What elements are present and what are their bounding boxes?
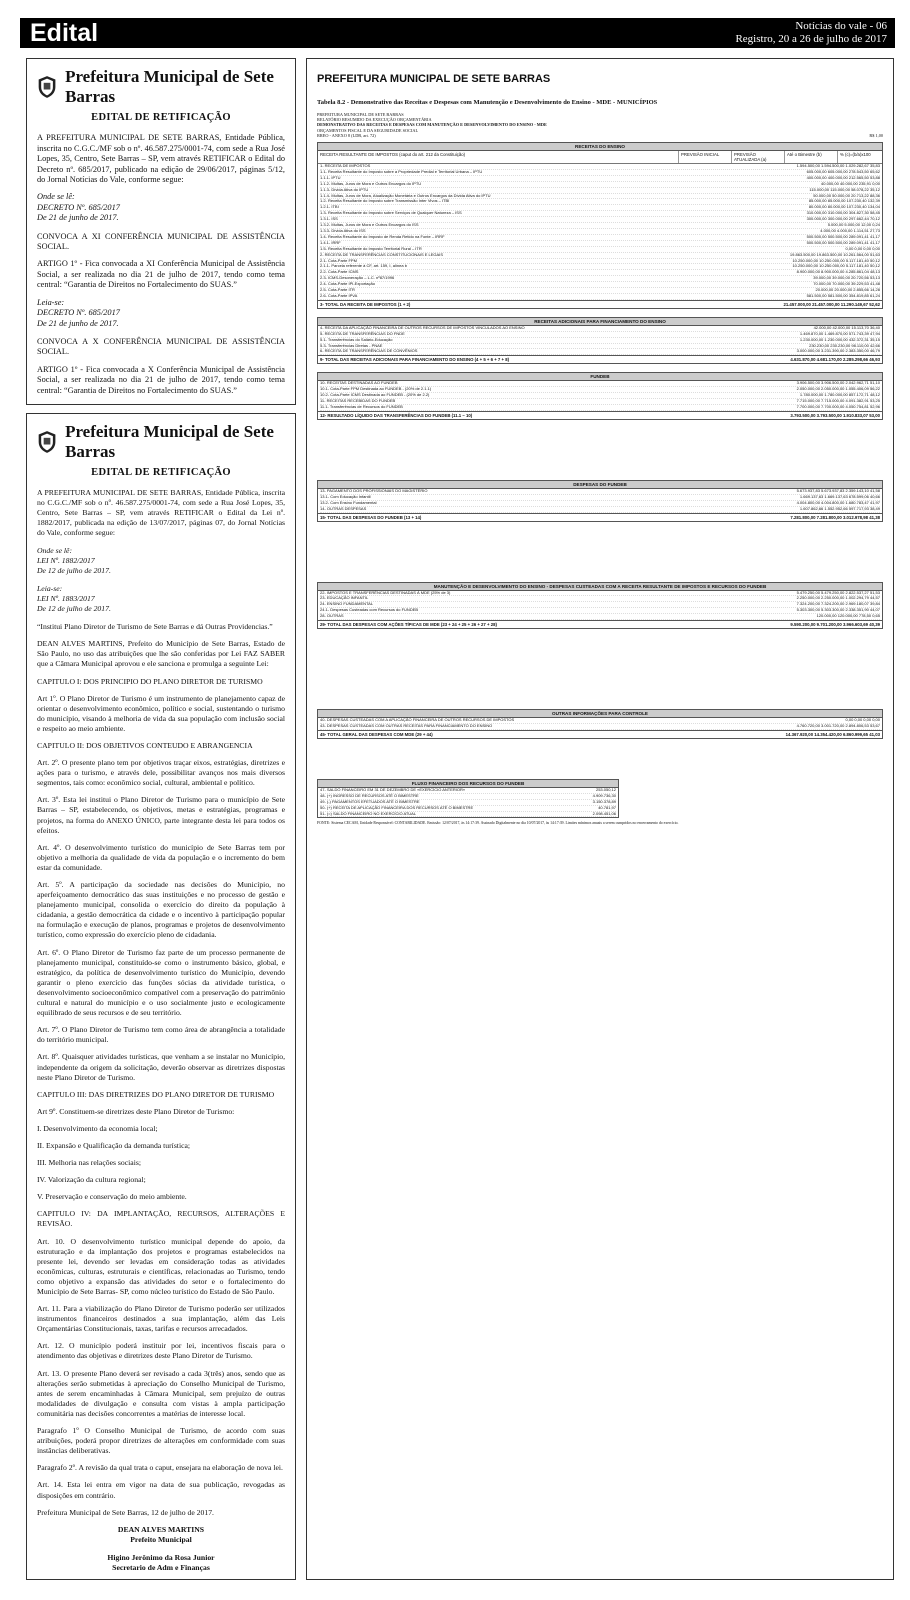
- col-header: PREVISÃO INICIAL: [679, 151, 732, 163]
- col-header: % (c)=(b/a)x100: [840, 152, 871, 158]
- signature-name: DEAN ALVES MARTINS: [117, 1524, 205, 1534]
- paragraph: A PREFEITURA MUNICIPAL DE SETE BARRAS, Entidade Pública, inscrita no C.G.C./MF sob o nº. 46.587.275/0001-74, com sede a Rua José Lopes, 35, Centro, Sete Barras – SP, vem através RETIFICAR o Edital da Lei nº. 1882/2017, publicada na edição de 13/07/2017, páginas 07, do Jornal Notícias do Vale, conforme segue:: [37, 488, 285, 538]
- signature-name: Higino Jerônimo da Rosa Junior: [107, 1552, 215, 1562]
- report-title: PREFEITURA MUNICIPAL DE SETE BARRAS: [317, 73, 551, 85]
- total-row: [318, 620, 882, 628]
- issue-date: Registro, 20 a 26 de julho de 2017: [735, 33, 887, 45]
- row-label: 2- RECEITA DE TRANSFERÊNCIAS CONSTITUCIONAIS E LEGAIS: [320, 251, 443, 257]
- paragraph: DEAN ALVES MARTINS, Prefeito do Município de Sete Barras, Estado de São Paulo, no uso das atribuições que lhe são conferidas por Lei FAZ SABER que a Câmara Municipal aprovou e ele sanciona e promulga a seguinte Lei:: [37, 639, 285, 669]
- paragraph: ARTIGO 1º - Fica convocada a XI Conferência Municipal de Assistência Social, a ser realizada no dia 21 de julho de 2017, tendo como tema central: “Garantia de Direitos no Fortalecimento do SUAS.”: [37, 259, 285, 290]
- row-label: 2.1- Cota-Parte FPM: [320, 257, 357, 263]
- row-values: 70.000,00 70.000,00 39.229,53 41,48: [813, 281, 880, 287]
- row-values: 3.150.378,89: [592, 798, 616, 804]
- signature-role: Prefeito Municipal: [130, 1534, 192, 1544]
- paragraph: [37, 403, 285, 405]
- paragraph: Art 1º. O Plano Diretor de Turismo é um instrumento de planejamento capaz de orientar o desenvolvimento econômico, político e social, sustentando o turismo do município, visando à melhoria de vida da sua população com inclusão social e respeito ao meio ambiente.: [37, 693, 285, 733]
- paragraph: IV. Valorização da cultura regional;: [37, 1175, 146, 1185]
- row-label: 2.5- Cota-Parte ITR: [320, 287, 355, 293]
- row-label: 4- RECEITA DA APLICAÇÃO FINANCEIRA DE OUTROS RECURSOS DE IMPOSTOS VINCULADOS AO ENSINO: [320, 324, 525, 330]
- row-values: 0,00 0,00 0,00 0,00: [845, 245, 880, 251]
- row-label: 47- SALDO FINANCEIRO EM 31 DE DEZEMBRO DE «EXERCÍCIO ANTERIOR»: [320, 786, 466, 792]
- row-values: 1.780.000,00 1.780.000,00 857.172,71 48,12: [799, 392, 880, 398]
- row-label: 1.1- Receita Resultante do Imposto sobre a Propriedade Predial e Territorial Urbana – IPTU: [320, 168, 483, 174]
- paragraph: V. Preservação e conservação do meio ambiente.: [37, 1192, 187, 1202]
- paragraph: Art. 2º. O presente plano tem por objetivos traçar eixos, estratégias, diretrizes e ações para o turismo, e através dele, possibilitar avanços nos mais diversos segmentos, tais como: econômico social, cultural, ambiental e político.: [37, 758, 285, 788]
- onde-ref: LEI Nº. 1882/2017: [37, 555, 95, 565]
- row-label: 10.2- Cota-Parte ICMS Destinada ao FUNDEB - (20% de 2.2): [320, 392, 430, 398]
- section-receitas-ensino: [317, 142, 883, 309]
- paragraph: “Institui Plano Diretor de Turismo de Sete Barras e dá Outras Providencias.”: [37, 622, 273, 632]
- row-values: 4.004.800,00 4.004.800,00 1.680.783,47 41,97: [796, 499, 880, 505]
- onde-date: De 21 de junho de 2017.: [37, 213, 119, 223]
- currency-label: R$ 1,00: [869, 132, 883, 138]
- row-values: 500.500,00 500.500,00 289.091,41 41,17: [806, 239, 880, 245]
- total-row: [318, 411, 882, 419]
- mde-report: [306, 58, 894, 1580]
- row-values: 7.324.200,00 7.324.200,00 2.969.180,07 39,84: [796, 601, 880, 607]
- meta-line: DEMONSTRATIVO DAS RECEITAS E DESPESAS COM MANUTENÇÃO E DESENVOLVIMENTO DO ENSINO - MDE: [317, 122, 547, 128]
- table-rows: [318, 788, 618, 818]
- table-rows: [318, 164, 882, 300]
- row-label: 22- IMPOSTOS E TRANSFERÊNCIAS DESTINADAS À MDE (25% de 3): [320, 589, 451, 595]
- edital-title: EDITAL DE RETIFICAÇÃO: [91, 467, 231, 478]
- section-title: Edital: [30, 19, 99, 47]
- total-values: 3.793.500,00 3.793.500,00 1.910.833,07 53,00: [790, 412, 880, 418]
- paragraph: III. Melhoria nas relações sociais;: [37, 1158, 141, 1168]
- table-rows: [318, 718, 882, 730]
- paragraph: CONVOCA A XI CONFERÊNCIA MUNICIPAL DE ASSISTÊNCIA SOCIAL.: [37, 231, 285, 252]
- row-label: 1.4.1- IRRF: [320, 239, 341, 245]
- paragraph: II. Expansão e Qualificação da demanda turística;: [37, 1140, 191, 1150]
- box-header: [37, 422, 285, 462]
- row-values: 2.050.000,00 2.050.000,00 1.055.406,09 56,22: [796, 386, 880, 392]
- row-values: 7.715.000,00 7.715.000,00 4.091.382,91 53,25: [796, 398, 880, 404]
- paragraph: Art. 8º. Quaisquer atividades turísticas, que venham a se instalar no Município, independente da origem da solicitação, deverão observar as diretrizes dispostas neste Plano Diretor de Turismo.: [37, 1052, 285, 1082]
- row-label: 2.2- Cota-Parte ICMS: [320, 269, 359, 275]
- row-label: 1.1.4- Multas, Juros de Mora, Atualização Monetária e Outros Encargos da Dívida Ativa do IPTU: [320, 192, 491, 198]
- edital-title: EDITAL DE RETIFICAÇÃO: [91, 112, 231, 123]
- row-values: 5.000,00 5.000,00 12,00 0,24: [827, 222, 880, 228]
- row-label: 11.1- Transferências de Recursos do FUNDEB: [320, 404, 403, 410]
- row-label: 2.1.1- Parcela referente à CF, art. 159, I, alínea b: [320, 263, 407, 269]
- total-values: 7.281.800,00 7.281.800,00 3.012.978,98 41,38: [790, 514, 880, 520]
- row-label: 1.3.2- Multas, Juros de Mora e Outros Encargos do ISS: [320, 222, 419, 228]
- row-values: 85.000,00 85.000,00 107.230,40 132,39: [808, 198, 880, 204]
- section-despesas-fundeb: [317, 480, 883, 522]
- row-values: 300.000,00 300.000,00 297.662,44 70,12: [806, 216, 880, 222]
- paragraph: Art. 3º. Esta lei institui o Plano Diretor de Turismo para o município de Sete Barras – SP, estabelecendo, os objetivos, metas e estratégias, programas e projetos, na forma do ANEXO ÚNICO, parte integrante desta lei para todos os efeitos.: [37, 795, 285, 835]
- row-values: 10.250.000,00 10.250.000,00 5.117.181,40 50,12: [792, 263, 880, 269]
- table-rows: [318, 489, 882, 513]
- onde-ref: DECRETO Nº. 685/2017: [37, 202, 120, 212]
- row-label: 14- OUTRAS DESPESAS: [320, 505, 367, 511]
- row-values: 3.906.500,00 3.906.500,00 2.042.962,71 51,10: [796, 380, 880, 386]
- paragraph: CAPITULO II: DOS OBJETIVOS CONTEUDO E ABRANGENCIA: [37, 740, 253, 750]
- meta-line: [317, 133, 883, 138]
- row-label: 1.2- Receita Resultante do Imposto sobre Transmissão Inter Vivos – ITBI: [320, 198, 450, 204]
- section-mde: [317, 582, 883, 630]
- paragraph: Art. 10. O desenvolvimento turístico municipal depende do apoio, da estruturação e da implantação dos projetos e programas estabelecidos na presente lei, devendo ser levadas em consideração todas as atividades econômicas, culturas, estruturais e científicas, relacionadas ao Turismo, tendo como objetivo a expansão das atividades do setor e o fortalecimento do Município de Sete Barras- SP, como núcleo turístico do Estado de São Paulo.: [37, 1236, 285, 1296]
- paragraph: Paragrafo 2º. A revisão da qual trata o caput, ensejara na elaboração de nova lei.: [37, 1463, 283, 1473]
- row-values: 253.050,12: [595, 786, 616, 792]
- paragraph: Art. 13. O presente Plano deverá ser revisado a cada 3(três) anos, sendo que as alterações serão submetidas à apreciação do Conselho Municipal de Turismo, antes de serem encaminhadas à Câmara Municipal, sem prejuízo de outras modalidades de divulgação e consulta com vistas à ampla participação comunitária nas decisões concorrentes a matérias de interesse local.: [37, 1368, 285, 1418]
- total-values: 21.457.000,00 21.457.000,00 11.290.149,67 52,62: [783, 301, 880, 307]
- row-label: 1.1.1- IPTU: [320, 174, 341, 180]
- annex-label: RREO - ANEXO 8 (LDB, art. 72): [317, 132, 376, 138]
- row-values: 581.500,00 581.500,00 354.819,85 61,24: [806, 292, 880, 298]
- row-values: 80.000,00 80.000,00 107.230,40 134,04: [808, 204, 880, 210]
- leia-date: De 12 de julho de 2017.: [37, 604, 111, 614]
- row-values: 40.781,97: [598, 804, 616, 810]
- total-row: [318, 355, 882, 363]
- row-label: 6- RECEITA DE TRANSFERÊNCIAS DE CONVÊNIOS: [320, 348, 418, 354]
- total-label: 9- TOTAL DAS RECEITAS ADICIONAIS PARA FINANCIAMENTO DO ENSINO (4 + 5 + 6 + 7 + 8): [320, 357, 510, 363]
- row-label: 1- RECEITA DE IMPOSTOS: [320, 163, 371, 169]
- row-values: 5.673.937,83 5.673.937,83 2.359.143,10 41,58: [796, 487, 880, 493]
- row-label: 5.3- Transferências Diretas - PNAE: [320, 342, 383, 348]
- row-values: 1.607.862,66 1.552.952,66 597.717,93 38,49: [799, 505, 880, 511]
- leia-ref: LEI Nº. 1883/2017: [37, 593, 95, 603]
- total-row: [318, 513, 882, 521]
- total-label: 15- TOTAL DAS DESPESAS DO FUNDEB (13 + 14): [320, 514, 422, 520]
- total-values: 4.631.870,00 4.681.170,00 2.285.298,66 46,93: [790, 357, 880, 363]
- total-values: 9.590.200,00 9.701.200,00 3.966.603,69 40,39: [790, 622, 880, 628]
- leia-label: Leia-se:: [37, 297, 65, 307]
- row-values: 4.760.720,00 3.001.720,00 2.894.806,53 53,67: [796, 722, 880, 728]
- row-values: 500.500,00 500.500,00 289.091,41 41,17: [806, 233, 880, 239]
- city-crest-icon: [37, 73, 57, 101]
- row-label: 1.3.3- Dívida Ativa do ISS: [320, 227, 366, 233]
- masthead: [20, 18, 895, 48]
- box-body: [27, 468, 295, 1573]
- report-footnote: FONTE: Sistema CECAM, Unidade Responsável: CONTABILIDADE. Emissão: 12/07/2017, às 14:17:39. Assinado Digitalmente no dia 10/07/2017, às 14:17:39. Limites mínimos anuais a serem cumpridos no encerramento do exercício.: [317, 821, 679, 826]
- org-name: Prefeitura Municipal de Sete Barras: [65, 422, 274, 461]
- meta-line: ORÇAMENTOS FISCAL E DA SEGURIDADE SOCIAL: [317, 127, 419, 133]
- total-label: 29- TOTAL DAS DESPESAS COM AÇÕES TÍPICAS DE MDE (23 + 24 + 25 + 26 + 27 + 28): [320, 622, 497, 628]
- row-label: 23- EDUCAÇÃO INFANTIL: [320, 595, 369, 601]
- edital-box-lei: [26, 413, 296, 1580]
- row-values: 2.098.451,06: [592, 810, 616, 816]
- table-row: [320, 812, 616, 818]
- paragraph: CAPITULO I: DOS PRINCIPIO DO PLANO DIRETOR DE TURISMO: [37, 676, 263, 686]
- meta-line: RELATÓRIO RESUMIDO DA EXECUÇÃO ORÇAMENTÁRIA: [317, 117, 432, 123]
- row-values: 39.000,00 39.000,00 20.720,56 53,13: [813, 275, 880, 281]
- paragraph: Art. 4º. O desenvolvimento turístico do município de Sete Barras tem por objetivo a melhoria da qualidade de vida da população e o incremento do bem estar da comunidade.: [37, 842, 285, 872]
- signature-role: Secretario de Adm e Finanças: [112, 1562, 210, 1572]
- row-values: 8.900.000,00 8.900.000,00 4.285.861,04 48,13: [796, 269, 880, 275]
- paragraph: A PREFEITURA MUNICIPAL DE SETE BARRAS, Entidade Pública, inscrita no C.G.C./MF sob o nº. 46.587.275/0001-74, com sede a Rua José Lopes, 35, Centro, Sete Barras – SP, vem através RETIFICAR o Edital do Decreto nº. 685/2017, publicado na edição de 29/06/2017, páginas 5/12, do Jornal Notícias do Vale, conforme segue:: [37, 133, 285, 185]
- row-values: 310.000,00 310.000,00 304.827,30 58,45: [806, 210, 880, 216]
- table-title: Tabela 8.2 - Demonstrativo das Receitas e Despesas com Manutenção e Desenvolvimento do Ensino - MDE - MUNICÍPIOS: [317, 99, 658, 106]
- onde-label: Onde se lê:: [37, 192, 75, 202]
- row-label: 10- RECEITAS DESTINADAS AO FUNDEB: [320, 380, 398, 386]
- box-header: [37, 67, 285, 107]
- row-values: 4.000,00 4.000,00 1.114,51 27,73: [820, 227, 880, 233]
- row-label: 1.3.1- ISS: [320, 216, 338, 222]
- row-values: 0,00 0,00 0,00 0,00: [845, 717, 880, 723]
- section-outras-informacoes: [317, 709, 883, 739]
- issue-info: [735, 20, 887, 46]
- total-values: 14.367.920,00 14.354.420,00 6.860.999,65 41,03: [785, 731, 880, 737]
- row-label: 24.1- Despesas Custeadas com Recursos do FUNDEB: [320, 607, 419, 613]
- report-meta: [317, 112, 883, 138]
- row-label: 1.4- Receita Resultante do Imposto de Renda Retido na Fonte – IRRF: [320, 233, 445, 239]
- paragraph: CAPITULO III: DAS DIRETRIZES DO PLANO DIRETOR DE TURISMO: [37, 1089, 275, 1099]
- row-label: 1.3- Receita Resultante do Imposto sobre Serviços de Qualquer Natureza – ISS: [320, 210, 462, 216]
- row-values: 40.000,00 40.000,00 235,91 0,00: [821, 180, 880, 186]
- row-values: 10.250.000,00 10.250.000,00 5.117.181,40 50,12: [792, 257, 880, 263]
- row-label: 1.5- Receita Resultante do Imposto Territorial Rural – ITR: [320, 245, 422, 251]
- row-label: 24- ENSINO FUNDAMENTAL: [320, 601, 374, 607]
- row-label: 11- RECEITAS RECEBIDAS DO FUNDEB: [320, 398, 396, 404]
- paragraph: Art. 11. Para a viabilização do Plano Diretor de Turismo poderão ser utilizados instrumentos financeiros destinados a sua implantação, além das Leis Orçamentárias Constitucionais, taxas, tarifas e recursos arrecadados.: [37, 1304, 285, 1334]
- city-crest-icon: [37, 428, 57, 456]
- paragraph: CAPITULO IV: DA IMPLANTAÇÃO, RECURSOS, ALTERAÇÕES E REVISÃO.: [37, 1209, 285, 1229]
- section-fluxo-financeiro: [317, 779, 619, 819]
- row-label: 48- (+) INGRESSO DE RECURSOS ATÉ O BIMESTRE: [320, 792, 419, 798]
- row-label: 28- OUTRAS: [320, 613, 344, 619]
- row-label: 5- RECEITA DE TRANSFERÊNCIAS DO FNDE: [320, 330, 405, 336]
- paragraph: Art. 12. O município poderá instituir por lei, incentivos fiscais para o atendimento das objetivas e diretrizes deste Plano Diretor de Turismo.: [37, 1341, 285, 1361]
- paragraph: Prefeitura Municipal de Sete Barras, 12 de julho de 2017.: [37, 1507, 214, 1517]
- row-values: 50.000,00 50.000,00 20.713,22 88,36: [813, 192, 880, 198]
- row-label: 13.2- Com Ensino Fundamental: [320, 499, 377, 505]
- paragraph: I. Desenvolvimento da economia local;: [37, 1123, 158, 1133]
- row-values: 19.863.500,00 19.863.500,00 10.261.564,00 51,63: [789, 251, 880, 257]
- paper-name: Notícias do vale - 06: [795, 20, 887, 32]
- row-label: 1.1.2- Multas, Juros de Mora e Outros Encargos do IPTU: [320, 180, 422, 186]
- row-values: 1.669.137,63 1.669.137,63 678.599,06 40,66: [799, 493, 880, 499]
- total-label: 12- RESULTADO LÍQUIDO DAS TRANSFERÊNCIAS DO FUNDEB (11.1 – 10): [320, 412, 473, 418]
- total-row: [318, 300, 882, 308]
- row-values: 120.000,00 120.000,00 778,50 0,65: [816, 613, 880, 619]
- row-label: 2.6- Cota-Parte IPVA: [320, 292, 358, 298]
- row-values: 230.230,00 230.230,00 98.110,00 42,66: [809, 342, 880, 348]
- row-values: 4.909.736,30: [592, 792, 616, 798]
- paragraph: Art 9º. Constituem-se diretrizes deste Plano Diretor de Turismo:: [37, 1106, 235, 1116]
- paragraph: CONVOCA A X CONFERÊNCIA MUNICIPAL DE ASSISTÊNCIA SOCIAL.: [37, 336, 285, 357]
- paragraph: Art. 7º. O Plano Diretor de Turismo tem como área de abrangência a totalidade do território municipal.: [37, 1025, 285, 1045]
- row-values: 115.000,00 115.000,00 58.078,22 35,12: [809, 186, 880, 192]
- row-label: 2.3- ICMS-Desoneração – L.C. nº87/1996: [320, 275, 395, 281]
- section-band: OUTRAS INFORMAÇÕES PARA CONTROLE: [318, 710, 882, 718]
- row-values: 42.000,00 42.000,00 15.113,70 36,40: [813, 324, 880, 330]
- row-label: 5.1- Transferências do Salário-Educação: [320, 336, 393, 342]
- row-values: 20.000,00 20.000,00 2.855,66 14,28: [815, 287, 880, 293]
- section-band: FUNDEB: [318, 373, 882, 381]
- row-values: 2.250.000,00 2.250.000,00 1.002.294,79 44,57: [796, 595, 880, 601]
- leia-ref: DECRETO Nº. 685/2017: [37, 308, 120, 318]
- row-label: 13.1- Com Educação Infantil: [320, 493, 371, 499]
- row-values: 1.594.500,00 1.594.500,00 1.029.282,67 35,83: [796, 163, 880, 169]
- total-label: 3- TOTAL DA RECEITA DE IMPOSTOS (1 + 2): [320, 301, 411, 307]
- col-header: Até o Bimestre (b): [785, 151, 838, 163]
- row-label: 50- (+) RECEITA DE APLICAÇÃO FINANCEIRA DOS RECURSOS ATÉ O BIMESTRE: [320, 804, 474, 810]
- row-label: 40- DESPESAS CUSTEADAS COM A APLICAÇÃO FINANCEIRA DE OUTROS RECURSOS DE IMPOSTOS: [320, 717, 515, 723]
- row-label: 10.1- Cota-Parte FPM Destinada ao FUNDEB - (20% de 2.1.1): [320, 386, 432, 392]
- row-label: 13- PAGAMENTO DOS PROFISSIONAIS DO MAGISTÉRIO: [320, 487, 428, 493]
- leia-date: De 21 de junho de 2017.: [37, 318, 119, 328]
- onde-date: De 12 de julho de 2017.: [37, 565, 111, 575]
- section-band: RECEITAS DO ENSINO: [318, 143, 882, 151]
- col-header: RECEITA RESULTANTE DE IMPOSTOS (caput do art. 212 da Constituição): [318, 151, 679, 163]
- section-band: FLUXO FINANCEIRO DOS RECURSOS DO FUNDEB: [318, 780, 618, 788]
- total-label: 45- TOTAL GERAL DAS DESPESAS COM MDE (29 + 44): [320, 731, 433, 737]
- box-body: [27, 113, 295, 405]
- row-label: 49- (-) PAGAMENTOS EFETUADOS ATÉ O BIMESTRE: [320, 798, 420, 804]
- onde-label: Onde se lê:: [37, 545, 73, 555]
- section-band: RECEITAS ADICIONAIS PARA FINANCIAMENTO DO ENSINO: [318, 318, 882, 326]
- paragraph: Paragrafo 1º O Conselho Municipal de Turismo, de acordo com suas atribuições, poderá propor diretrizes de alterações em conformidade com suas instâncias deliberativas.: [37, 1426, 285, 1456]
- paragraph: ARTIGO 1º - Fica convocada a X Conferência Municipal de Assistência Social, a ser realizada no dia 21 de julho de 2017, tendo como tema central: “Garantia de Direitos no Fortalecimento do SUAS.”: [37, 364, 285, 395]
- row-values: 605.000,00 605.000,00 278.543,50 65,62: [806, 168, 880, 174]
- section-fundeb: [317, 372, 883, 420]
- row-values: 400.000,00 400.000,00 212.565,50 53,88: [806, 174, 880, 180]
- section-receitas-adicionais: [317, 317, 883, 365]
- row-values: 7.700.000,00 7.700.000,00 4.050.754,81 52,96: [796, 404, 880, 410]
- row-values: 3.000.000,00 3.231.390,00 2.383.350,00 46,79: [796, 348, 880, 354]
- paragraph: Art. 14. Esta lei entra em vigor na data de sua publicação, revogadas as disposições em contrário.: [37, 1480, 285, 1500]
- row-label: 2.4- Cota-Parte IPI-Exportação: [320, 281, 375, 287]
- row-label: 51- (=) SALDO FINANCEIRO NO EXERCÍCIO ATUAL: [320, 810, 417, 816]
- row-label: 43- DESPESAS CUSTEADAS COM OUTRAS RECEITAS PARA FINANCIAMENTO DO ENSINO: [320, 722, 493, 728]
- table-rows: [318, 381, 882, 411]
- row-values: 1.230.000,00 1.230.000,00 432.372,31 35,15: [799, 336, 880, 342]
- section-band: DESPESAS DO FUNDEB: [318, 481, 882, 489]
- section-band: MANUTENÇÃO E DESENVOLVIMENTO DO ENSINO - DESPESAS CUSTEADAS COM A RECEITA RESULTANTE DE IMPOSTOS E RECURSOS DO FUNDEB: [318, 583, 882, 591]
- row-label: 1.1.3- Dívida Ativa do IPTU: [320, 186, 369, 192]
- leia-label: Leia-se:: [37, 583, 63, 593]
- row-values: 5.303.300,00 5.303.300,00 2.338.351,90 44,07: [796, 607, 880, 613]
- row-label: 1.2.1- ITBI: [320, 204, 339, 210]
- col-header: PREVISÃO ATUALIZADA (a): [732, 151, 785, 163]
- row-values: 5.479.250,00 5.479.250,00 2.822.537,27 51,53: [796, 589, 880, 595]
- total-row: [318, 730, 882, 738]
- table-rows: [318, 326, 882, 356]
- paragraph: Art. 6º. O Plano Diretor de Turismo faz parte de um processo permanente de planejamento municipal, constituído-se como o instrumento básico, global, e estratégico, da política de desenvolvimento turístico do Município, devendo garantir o pleno exercício das funções sócias da atividade turística, o desenvolvimento socioeconômico compatível com a preservação do patrimônio cultural e natural do município e o uso socialmente justo e ecologicamente equilibrado de seus recursos e de seu território.: [37, 947, 285, 1018]
- paragraph: Art. 5º. A participação da sociedade nas decisões do Município, no aperfeiçoamento democrático das suas instituições e no processo de gestão e planejamento municipal, consolida o exercício do direito da população à cidadania, a gestão democrática da cidade e o incentivo à participação popular na formulação e execução de planos, programas e projetos de desenvolvimento turístico, como expressão do exercício pleno de cidadania.: [37, 880, 285, 940]
- org-name: Prefeitura Municipal de Sete Barras: [65, 67, 274, 106]
- edital-box-decreto: [26, 58, 296, 405]
- meta-line: PREFEITURA MUNICIPAL DE SETE BARRAS: [317, 112, 404, 117]
- table-rows: [318, 591, 882, 621]
- row-values: 1.469.870,00 1.469.870,00 571.743,39 47,94: [799, 330, 880, 336]
